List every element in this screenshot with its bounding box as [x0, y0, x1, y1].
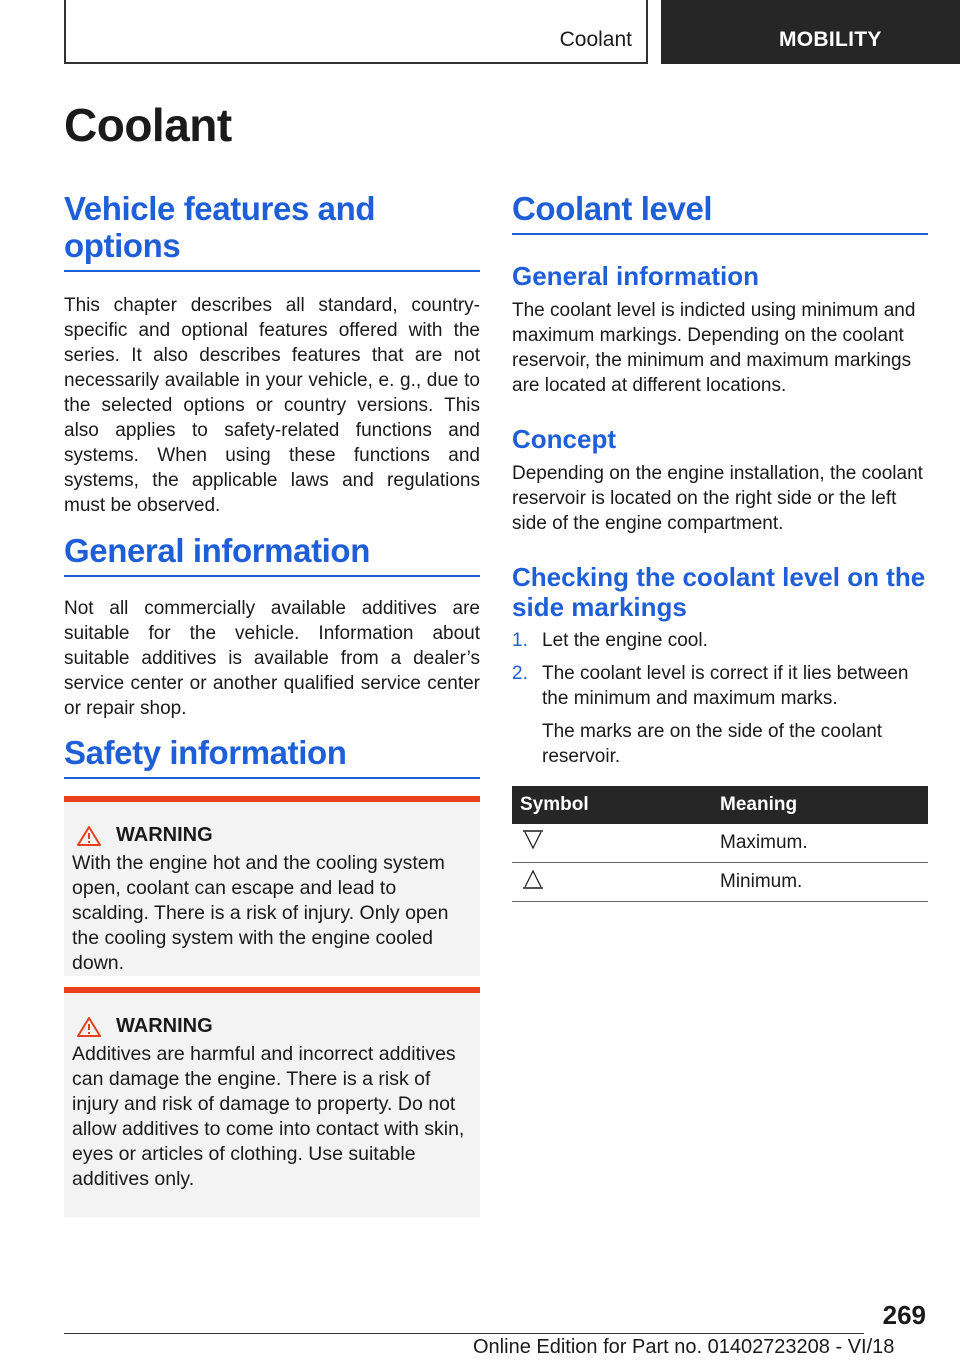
warning-box-additives — [64, 987, 480, 1217]
table-row — [512, 863, 928, 902]
vehicle-features-text: This chapter describes all standard, country-specific and optional features offered with the series. It also describes features that are not necessarily available in your vehicle, e. g., due to the selected options or country versions. This also applies to safety-related functions and systems. When using these functions and systems, the applicable laws and regulations must be observed. — [64, 295, 480, 516]
steps-list — [512, 628, 928, 769]
header-chapter-box — [661, 0, 960, 64]
general-information-heading: General information — [64, 532, 480, 577]
table-cell-meaning: Minimum. — [712, 863, 928, 902]
table-header-row — [512, 786, 928, 824]
page-title: Coolant — [64, 99, 232, 151]
safety-information-heading: Safety information — [64, 734, 480, 779]
footer-edition-text: Online Edition for Part no. 01402723208 - VI/18 — [473, 1336, 895, 1358]
vehicle-features-heading — [64, 190, 480, 272]
header-chapter-label: MOBILITY — [779, 28, 882, 51]
symbol-table — [512, 786, 928, 902]
concept-heading: Concept — [512, 424, 616, 454]
footer-divider — [64, 1333, 864, 1334]
min-mark-icon — [520, 868, 546, 890]
checking-heading — [512, 562, 928, 622]
page-number: 269 — [882, 1300, 926, 1330]
coolant-level-heading: Coolant level — [512, 190, 928, 235]
header-section-box — [64, 0, 648, 64]
max-mark-icon — [520, 829, 546, 851]
checking-heading-line1: Checking the coolant level on the — [512, 562, 926, 592]
table-cell-symbol — [512, 824, 712, 863]
step-number: 1. — [512, 630, 528, 651]
table-header-symbol: Symbol — [512, 786, 712, 824]
concept-text: Depending on the engine installation, the coolant reservoir is located on the right side or the left side of the engine compartment. — [512, 463, 923, 534]
table-cell-meaning: Maximum. — [712, 824, 928, 863]
warning-label: WARNING — [116, 1015, 213, 1037]
checking-heading-line2: side markings — [512, 592, 687, 622]
warning-text: Additives are harmful and incorrect additives can damage the engine. There is a risk of injury and risk of damage to property. Do not allow additives to come into contact with skin, eyes or articles of clothing. Use suitable additives only. — [72, 1043, 465, 1190]
table-header-meaning: Meaning — [712, 786, 928, 824]
warning-box-scalding — [64, 796, 480, 976]
step-number: 2. — [512, 663, 528, 684]
step-note-text: The marks are on the side of the coolant reservoir. — [542, 721, 883, 767]
list-item — [512, 628, 928, 653]
warning-triangle-icon — [76, 825, 102, 847]
right-general-information-heading: General information — [512, 261, 760, 291]
step-text: Let the engine cool. — [542, 630, 708, 651]
right-general-information-text: The coolant level is indicted using minimum and maximum markings. Depending on the coolant reservoir, the minimum and maximum markings are located at different locations. — [512, 300, 916, 396]
list-item — [512, 661, 928, 711]
vehicle-heading-line2: options — [64, 227, 181, 264]
general-information-text: Not all commercially available additives are suitable for the vehicle. Information about suitable additives is available from a dealer’s service center or another qualified service center or repair shop. — [64, 598, 480, 719]
warning-label: WARNING — [116, 824, 213, 846]
header-section-label: Coolant — [559, 28, 632, 51]
table-row — [512, 824, 928, 863]
table-cell-symbol — [512, 863, 712, 902]
step-text: The coolant level is correct if it lies between the minimum and maximum marks. — [542, 663, 909, 709]
warning-triangle-icon — [76, 1016, 102, 1038]
warning-text: With the engine hot and the cooling system open, coolant can escape and lead to scalding. There is a risk of injury. Only open the cooling system with the engine cooled down. — [72, 852, 449, 974]
step-note — [512, 719, 928, 769]
vehicle-heading-line1: Vehicle features and — [64, 190, 376, 227]
